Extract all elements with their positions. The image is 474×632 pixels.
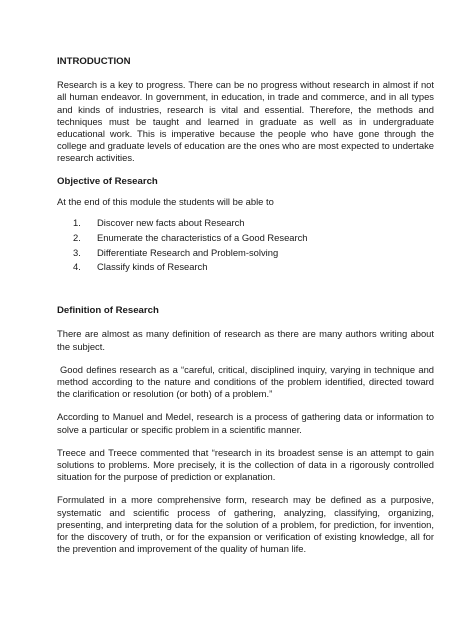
definition-paragraph: According to Manuel and Medel, research is a process of gathering data or information to solve a particular or specific problem in a scientific manner.	[57, 411, 434, 435]
list-item	[57, 260, 434, 275]
definition-heading: Definition of Research	[57, 305, 159, 317]
definition-paragraph: There are almost as many definition of research as there are many authors writing about the subject.	[57, 328, 434, 352]
list-item-text: Discover new facts about Research	[97, 217, 245, 229]
list-item-number: 4.	[73, 261, 81, 273]
list-item-number: 3.	[73, 246, 81, 258]
list-item-text: Enumerate the characteristics of a Good Research	[97, 231, 308, 243]
objective-heading: Objective of Research	[57, 175, 158, 187]
objectives-list	[57, 216, 434, 275]
introduction-heading: INTRODUCTION	[57, 56, 131, 67]
introduction-paragraph: Research is a key to progress. There can be no progress without research in almost if not all human endeavor. In government, in education, in trade and commerce, and in all types and kinds of industries, research is vital and essential. Therefore, the methods and techniques must be taught and learned in graduate as well as in undergraduate educational work. This is imperative because the people who have gone through the college and graduate levels of education are the ones who are most expected to undertake research activities.	[57, 79, 434, 164]
list-item-text: Classify kinds of Research	[97, 261, 208, 273]
list-item-text: Differentiate Research and Problem-solving	[97, 246, 279, 258]
objective-lead: At the end of this module the students will be able to	[57, 195, 274, 207]
list-item	[57, 216, 434, 231]
definition-paragraph: Formulated in a more comprehensive form, research may be defined as a purposive, systematic and scientific process of gathering, analyzing, classifying, organizing, presenting, and interpreting data for the solution of a problem, for prediction, for invention, for the discovery of truth, or for the expansion or verification of existing knowledge, all for the prevention and improvement of the quality of human life.	[57, 494, 434, 555]
definition-paragraph: Treece and Treece commented that “research in its broadest sense is an attempt to gain solutions to problems. More precisely, it is the collection of data in a rigorously controlled situation for the purpose of prediction or explanation.	[57, 446, 434, 483]
list-item	[57, 231, 434, 246]
list-item	[57, 246, 434, 261]
list-item-number: 2.	[73, 231, 81, 243]
list-item-number: 1.	[73, 217, 81, 229]
definition-paragraph: Good defines research as a “careful, critical, disciplined inquiry, varying in technique and method according to the nature and conditions of the problem identified, directed toward the clarification or resolution (or both) of a problem.”	[57, 363, 434, 400]
